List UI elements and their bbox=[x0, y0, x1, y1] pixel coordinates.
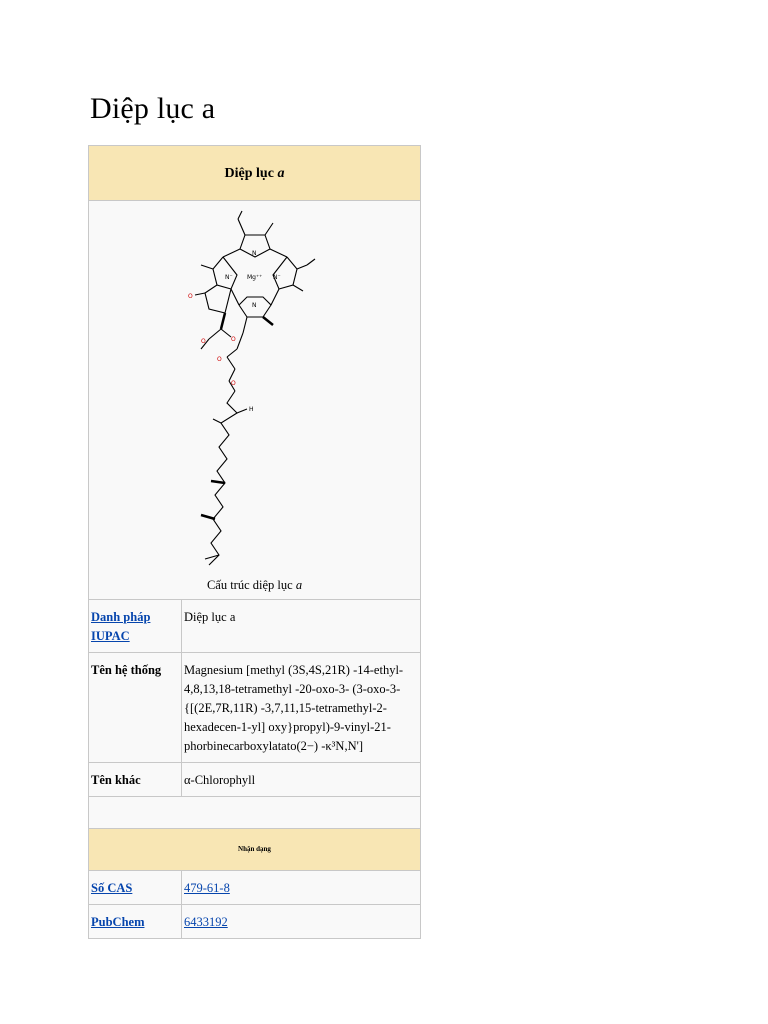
row-systematic-name bbox=[89, 653, 421, 763]
atom-label-o-keto: O bbox=[187, 293, 193, 300]
atom-label-o-ester4: O bbox=[230, 380, 236, 387]
infobox-header-text: Diệp lục bbox=[224, 165, 278, 181]
section-header-identifiers: Nhận dạng bbox=[89, 829, 421, 871]
atom-label-o-ester1: O bbox=[230, 336, 236, 343]
row-pubchem bbox=[89, 905, 421, 939]
row-value: α-Chlorophyll bbox=[182, 763, 421, 797]
infobox-header-italic: a bbox=[277, 165, 285, 181]
atom-label-n-bottom: N bbox=[251, 302, 256, 309]
image-caption-text: Cấu trúc diệp lục bbox=[206, 578, 296, 592]
iupac-name-link[interactable]: Danh pháp IUPAC bbox=[91, 610, 151, 643]
empty-row bbox=[89, 797, 421, 829]
atom-label-o-ester2: O bbox=[200, 338, 206, 345]
row-label bbox=[89, 905, 182, 939]
infobox bbox=[88, 145, 421, 939]
row-other-names bbox=[89, 763, 421, 797]
structure-image-cell bbox=[89, 201, 421, 600]
cas-number-value-link[interactable]: 479-61-8 bbox=[184, 881, 230, 895]
empty-cell bbox=[89, 797, 421, 829]
row-value: Magnesium [methyl (3S,4S,21R) -14-ethyl-4,8,13,18-tetramethyl -20-oxo-3- (3-oxo-3-{[(2E,7R,11R) -3,7,11,15-tetramethyl-2-hexadecen-1-yl] oxy}propyl)-9-vinyl-21-phorbinecarboxylatato(2−) -κ³N,N'] bbox=[182, 653, 421, 763]
atom-label-mg: Mg⁺⁺ bbox=[246, 274, 262, 281]
row-label bbox=[89, 871, 182, 905]
row-value bbox=[182, 905, 421, 939]
atom-label-n-top: N bbox=[251, 250, 256, 257]
row-label: Tên khác bbox=[89, 763, 182, 797]
row-iupac-name bbox=[89, 600, 421, 653]
atom-label-n-left: N⁻ bbox=[224, 274, 233, 281]
chlorophyll-structure-image bbox=[155, 209, 355, 574]
page-title: Diệp lục a bbox=[90, 92, 216, 125]
row-label: Tên hệ thống bbox=[89, 653, 182, 763]
image-caption bbox=[89, 576, 420, 595]
pubchem-label-link[interactable]: PubChem bbox=[91, 915, 145, 929]
atom-label-n-right: N⁻ bbox=[272, 274, 281, 281]
atom-label-o-ester3: O bbox=[216, 356, 222, 363]
row-label bbox=[89, 600, 182, 653]
pubchem-value-link[interactable]: 6433192 bbox=[184, 915, 228, 929]
infobox-header bbox=[89, 146, 421, 201]
row-cas-number bbox=[89, 871, 421, 905]
row-value: Diệp lục a bbox=[182, 600, 421, 653]
image-caption-italic: a bbox=[295, 578, 303, 592]
cas-number-label-link[interactable]: Số CAS bbox=[91, 881, 133, 895]
row-value bbox=[182, 871, 421, 905]
atom-label-h: H bbox=[248, 406, 254, 413]
